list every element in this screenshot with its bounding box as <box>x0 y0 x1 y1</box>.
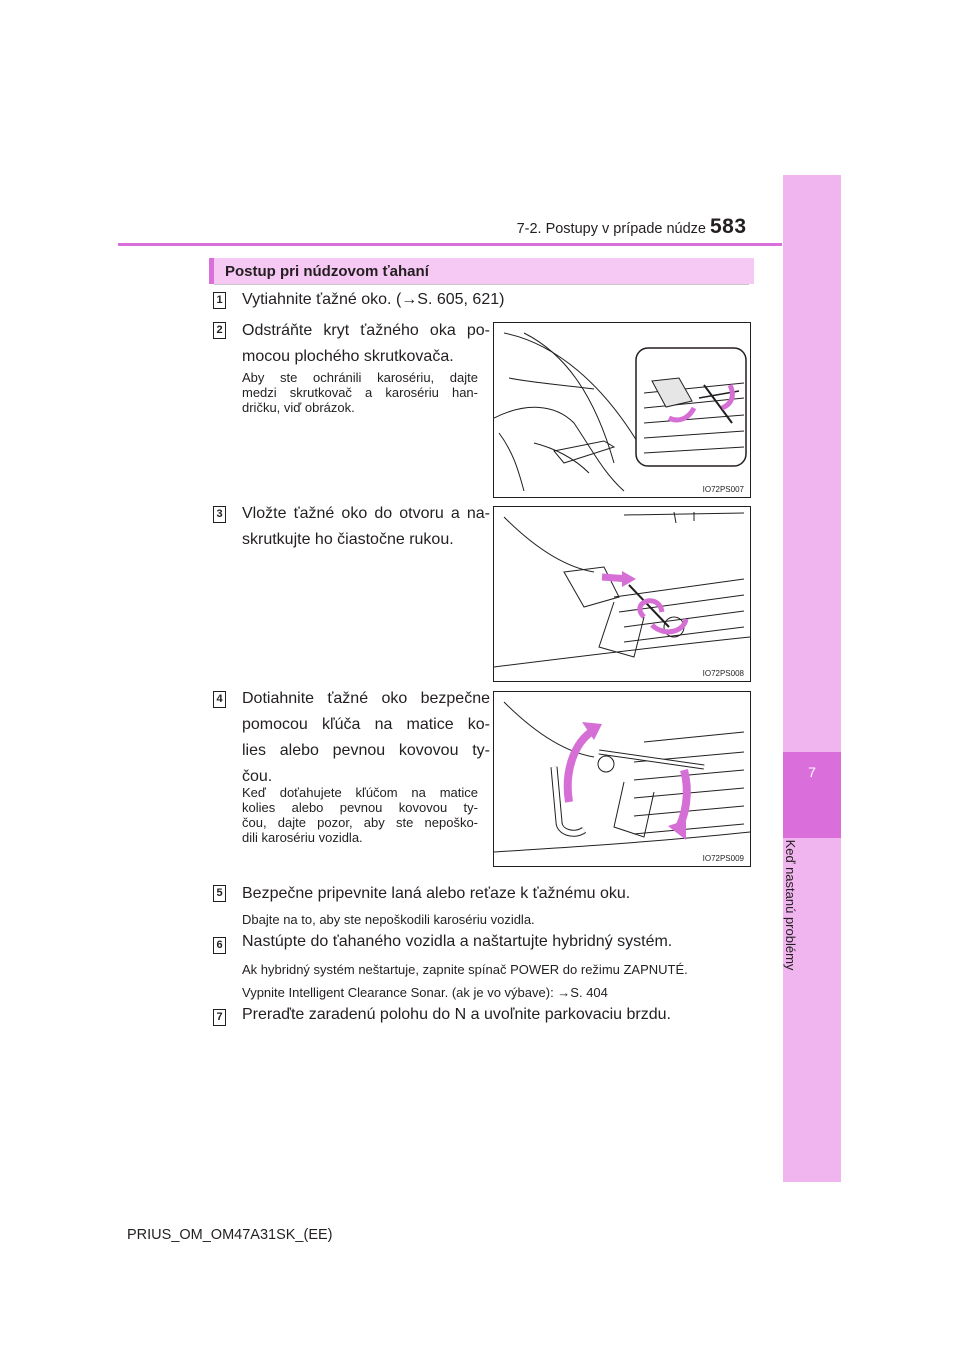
header-rule <box>118 243 782 246</box>
figure-code: IO72PS008 <box>702 669 744 678</box>
wrench-tighten-illustration <box>494 692 750 866</box>
note-line: Aby ste ochránili karosériu, dajte <box>242 370 478 385</box>
chapter-label: Keď nastanú problémy <box>783 839 798 971</box>
step-number: 4 <box>213 691 226 708</box>
procedure-rule <box>214 284 749 285</box>
note-line: čou, dajte pozor, aby ste nepoško- <box>242 815 478 830</box>
car-bumper-illustration <box>494 323 750 497</box>
procedure-title: Postup pri núdzovom ťahaní <box>225 263 429 280</box>
step-note: Dbajte na to, aby ste nepoškodili karosériu vozidla. <box>242 912 535 927</box>
step-text <box>242 501 490 553</box>
note-line: dili karosériu vozidla. <box>242 830 363 845</box>
step-note <box>242 370 478 415</box>
chapter-side-tab <box>783 175 841 1182</box>
step-number: 5 <box>213 885 226 902</box>
step-note: Vypnite Intelligent Clearance Sonar. (ak je vo výbave): →S. 404 <box>242 985 608 1000</box>
step-text <box>242 686 490 790</box>
step-number: 7 <box>213 1009 226 1026</box>
step-text-line: skrutkujte ho čiastočne rukou. <box>242 531 454 548</box>
step-note: Ak hybridný systém neštartuje, zapnite spínač POWER do režimu ZAPNUTÉ. <box>242 962 688 977</box>
step-text-line: Dotiahnite ťažné oko bezpečne <box>242 690 490 707</box>
section-title: 7-2. Postupy v prípade núdze <box>516 221 706 237</box>
figure-code: IO72PS009 <box>702 854 744 863</box>
step-text <box>242 318 490 370</box>
step-text: Vytiahnite ťažné oko. (→S. 605, 621) <box>242 291 505 308</box>
step-text: Nastúpte do ťahaného vozidla a naštartujte hybridný systém. <box>242 933 673 950</box>
chapter-number: 7 <box>808 764 816 780</box>
document-code: PRIUS_OM_OM47A31SK_(EE) <box>127 1227 333 1243</box>
note-line: dričku, viď obrázok. <box>242 400 355 415</box>
step-text-line: Odstráňte kryt ťažného oka po- <box>242 322 490 339</box>
step-text-line: Vložte ťažné oko do otvoru a na- <box>242 505 490 522</box>
step-number: 3 <box>213 506 226 523</box>
note-line: kolies alebo pevnou kovovou ty- <box>242 800 478 815</box>
figure-code: IO72PS007 <box>702 485 744 494</box>
step-text-line: lies alebo pevnou kovovou ty- <box>242 742 490 759</box>
page-number: 583 <box>710 215 747 238</box>
note-line: Keď doťahujete kľúčom na matice <box>242 785 478 800</box>
note-line: medzi skrutkovač a karosériu han- <box>242 385 478 400</box>
tow-eye-insert-illustration <box>494 507 750 681</box>
step-number: 6 <box>213 937 226 954</box>
step-number: 1 <box>213 292 226 309</box>
step-text-line: čou. <box>242 768 273 785</box>
step-text: Bezpečne pripevnite laná alebo reťaze k ťažnému oku. <box>242 885 631 902</box>
figure-remove-cover <box>493 322 751 498</box>
step-note <box>242 785 478 845</box>
step-text-line: mocou plochého skrutkovača. <box>242 348 454 365</box>
step-text: Preraďte zaradenú polohu do N a uvoľnite parkovaciu brzdu. <box>242 1006 671 1023</box>
step-number: 2 <box>213 322 226 339</box>
figure-tighten-eye <box>493 691 751 867</box>
figure-insert-eye <box>493 506 751 682</box>
step-text-line: pomocou kľúča na matice ko- <box>242 716 490 733</box>
